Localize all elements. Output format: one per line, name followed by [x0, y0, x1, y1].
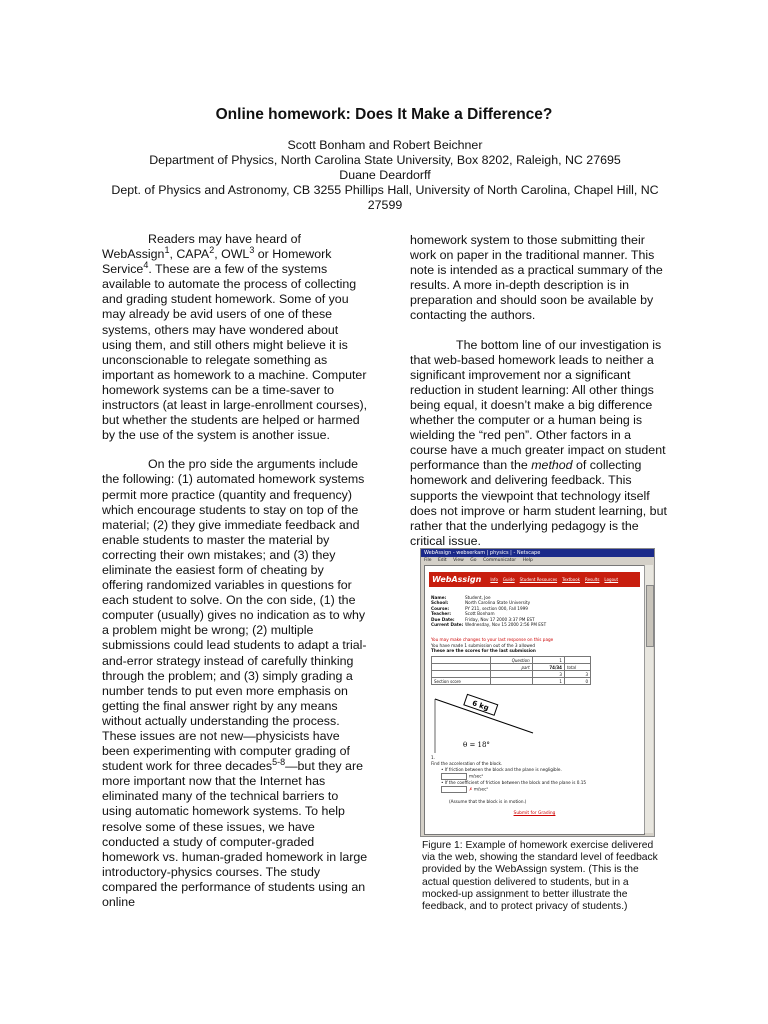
- figure-caption: Figure 1: Example of homework exercise delivered via the web, showing the standard level of feedback provided by the WebAssign system. (This is the actual question delivered to students, but in a mocked-up assignment to better illustrate the feedback, and to protect privacy of students.): [422, 840, 658, 913]
- affiliation-unc: Dept. of Physics and Astronomy, CB 3255 Phillips Hall, University of North Carolina, Chapel Hill, NC 27599: [111, 183, 659, 212]
- info-value: North Carolina State University: [465, 600, 531, 606]
- table-row: [432, 657, 591, 664]
- text-run: , OWL: [214, 247, 250, 262]
- inclined-plane-diagram: [433, 693, 553, 755]
- table-cell: 74/34: [532, 664, 564, 671]
- table-cell: [490, 671, 532, 678]
- bullet-icon: •: [441, 780, 444, 786]
- unit-label: m/sec²: [469, 773, 484, 779]
- part-a-text: If friction between the block and the plane is negligible.: [444, 767, 562, 773]
- text-run: —but they are more important now that the Internet has eliminated many of the technical barriers to using automatic homework systems. To help resolve some of these issues, we have conducted a study of computer-graded homework vs. human-graded homework in large introductory-physics courses. The study compared the performance of students using an online: [102, 759, 368, 910]
- info-label: School:: [431, 600, 449, 606]
- table-cell: 3: [532, 671, 564, 678]
- table-cell: 1: [532, 657, 564, 664]
- unit-label: m/sec²: [473, 786, 489, 792]
- nav-link-student-resources: Student Resources: [519, 577, 558, 582]
- table-cell: Question: [490, 657, 532, 664]
- paragraph-bottom-line: [410, 338, 668, 549]
- scores-heading: These are the scores for the last submission: [431, 647, 536, 653]
- scroll-thumb[interactable]: [646, 585, 654, 647]
- table-row: [432, 678, 591, 685]
- text-run: of collecting homework and delivering feedback. This supports the viewpoint that technology itself does not improve or harm student learning, but rather that the underlying pedagogy is the critical issue.: [410, 458, 667, 548]
- text-run: or Homework Service: [102, 247, 332, 277]
- reference-superscript: 5-8: [272, 757, 286, 768]
- paragraph-continuation: homework system to those submitting their work on paper in the traditional manner. This note is intended as a practical summary of the results. A more in-depth description is in preparation and should soon be available by contacting the authors.: [410, 233, 663, 323]
- block-mass-label: 6 kg: [471, 699, 490, 713]
- author-name-deardorff: Duane Deardorff: [339, 168, 431, 182]
- question-prompt: Find the acceleration of the block.: [431, 761, 503, 767]
- info-value: Wednesday, Nov 15 2000 2:56 PM EST: [465, 622, 547, 628]
- menu-item: Help: [522, 558, 533, 563]
- submission-count-note: You have made 1 submission out of the 3 allowed: [431, 642, 536, 648]
- affiliation-ncsu: Department of Physics, North Carolina State University, Box 8202, Raleigh, NC 27695: [149, 153, 621, 167]
- table-cell: [564, 657, 590, 664]
- incorrect-x-icon: ✗: [469, 786, 473, 792]
- text-run: , CAPA: [169, 247, 210, 262]
- table-cell: [432, 657, 491, 664]
- menu-item: Go: [470, 558, 477, 563]
- part-b-text: If the coefficient of friction between the block and the plane is 0.15: [444, 780, 587, 786]
- info-row: [431, 622, 638, 627]
- info-label: Name:: [431, 595, 447, 600]
- info-value: Friday, Nov 17 2000 3:37 PM EST: [465, 616, 535, 622]
- paper-title: Online homework: Does It Make a Difference?: [215, 106, 553, 123]
- menu-item: Edit: [437, 558, 447, 563]
- reference-superscript: 2: [209, 245, 215, 256]
- paragraph-pro-con: [102, 457, 368, 910]
- text-run: On the pro side the arguments include the following: (1) automated homework systems permit more practice (quantity and frequency) which encourage students to stay on top of the material; (2) they give immediate feedback and enable students to master the material by correcting their own mistakes; and (3) they eliminate the easiest form of cheating by offering randomized variables in questions for each student to solve. On the con side, (1) the computer (usually) gives no indication as to why a problem might be wrong; (2) multiple submissions could lead students to adapt a trial-and-error strategy instead of carefully thinking through the problem; and (3) simply grading a number tends to put even more emphasis on getting the final answer right by any means without actually understanding the process. These issues are not new—physicists have been experimenting with computer grading of student work for three decades: [102, 457, 367, 774]
- angle-label: θ = 18°: [463, 741, 490, 750]
- score-table: [431, 656, 591, 685]
- answer-row-a: [441, 773, 638, 780]
- nav-link-info: Info: [490, 577, 498, 582]
- table-cell: 3: [564, 671, 590, 678]
- paragraph-intro: [102, 232, 368, 443]
- nav-link-results: Results: [584, 577, 600, 582]
- webassign-banner: [429, 572, 640, 587]
- info-value: Scott Bonham: [465, 611, 495, 617]
- assignment-info: [431, 595, 638, 627]
- text-run: Readers may have heard of WebAssign: [102, 232, 301, 262]
- info-label: Teacher:: [431, 611, 452, 617]
- question-number: 1.: [431, 755, 435, 761]
- menu-item: File: [424, 558, 432, 563]
- reference-superscript: 4: [143, 260, 149, 271]
- table-cell: total: [564, 664, 590, 671]
- info-value: PY 211, section 000, Fall 1999: [465, 605, 528, 611]
- reference-superscript: 1: [164, 245, 170, 256]
- bullet-icon: •: [441, 767, 444, 773]
- right-column: [410, 233, 668, 563]
- table-cell: [432, 671, 491, 678]
- nav-link-logout: Logout: [604, 577, 619, 582]
- table-cell: [490, 678, 532, 685]
- answer-input-a[interactable]: [441, 773, 467, 780]
- info-value: Student, Joe: [465, 595, 491, 600]
- info-label: Due Date:: [431, 616, 455, 622]
- browser-content: [424, 565, 645, 835]
- emphasis-text: method: [531, 458, 573, 473]
- author-block: [110, 138, 660, 213]
- browser-scrollbar[interactable]: [644, 565, 653, 833]
- question-block: [431, 755, 638, 805]
- table-cell: 1: [532, 678, 564, 685]
- webassign-logo: WebAssign: [432, 575, 482, 584]
- webassign-screenshot-figure: [420, 548, 655, 837]
- table-cell: part: [490, 664, 532, 671]
- change-response-note: You may make changes to your last response on this page: [431, 637, 554, 643]
- menu-item: View: [453, 558, 464, 563]
- nav-link-guide: Guide: [502, 577, 515, 582]
- block-group: [464, 694, 498, 715]
- text-run: . These are a few of the systems available to automate the process of collecting and grading student homework. Some of you may already be avid users of one of these systems, others may have wondered about using them, and still others might believe it is unconscionable to relegate something as important as homework to a machine. Computer homework systems can be a time-saver to instructors (at least in large-enrollment courses), but whether the students are helped or harmed by the use of the system is another issue.: [102, 262, 368, 443]
- text-run: The bottom line of our investigation is that web-based homework leads to neither a significant improvement nor a significant reduction in student learning: All other things being equal, it doesn’t make a big difference whether the computer or a human being is wielding the “red pen”. Other factors in a course have a much greater impact on student performance than the: [410, 337, 666, 473]
- answer-row-b: [441, 786, 638, 793]
- window-title-bar: WebAssign - webserkam | physics | - Netscape: [421, 549, 654, 557]
- menu-item: Communicator: [482, 558, 517, 563]
- table-cell: [432, 664, 491, 671]
- info-label: Course:: [431, 605, 450, 611]
- author-names: Scott Bonham and Robert Beichner: [287, 138, 483, 152]
- left-column: [102, 232, 368, 924]
- browser-menu-bar: [421, 557, 654, 564]
- nav-link-textbook: Textbook: [562, 577, 580, 582]
- assumption-note: (Assume that the block is in motion.): [449, 799, 527, 805]
- table-cell: Section score: [432, 678, 491, 685]
- submit-for-grading-button[interactable]: Submit for Grading: [513, 811, 556, 817]
- table-cell: 0: [564, 678, 590, 685]
- table-row: [432, 664, 591, 671]
- reference-superscript: 3: [249, 245, 255, 256]
- info-label: Current Date:: [431, 622, 464, 628]
- answer-input-b[interactable]: [441, 786, 467, 793]
- table-row: [432, 671, 591, 678]
